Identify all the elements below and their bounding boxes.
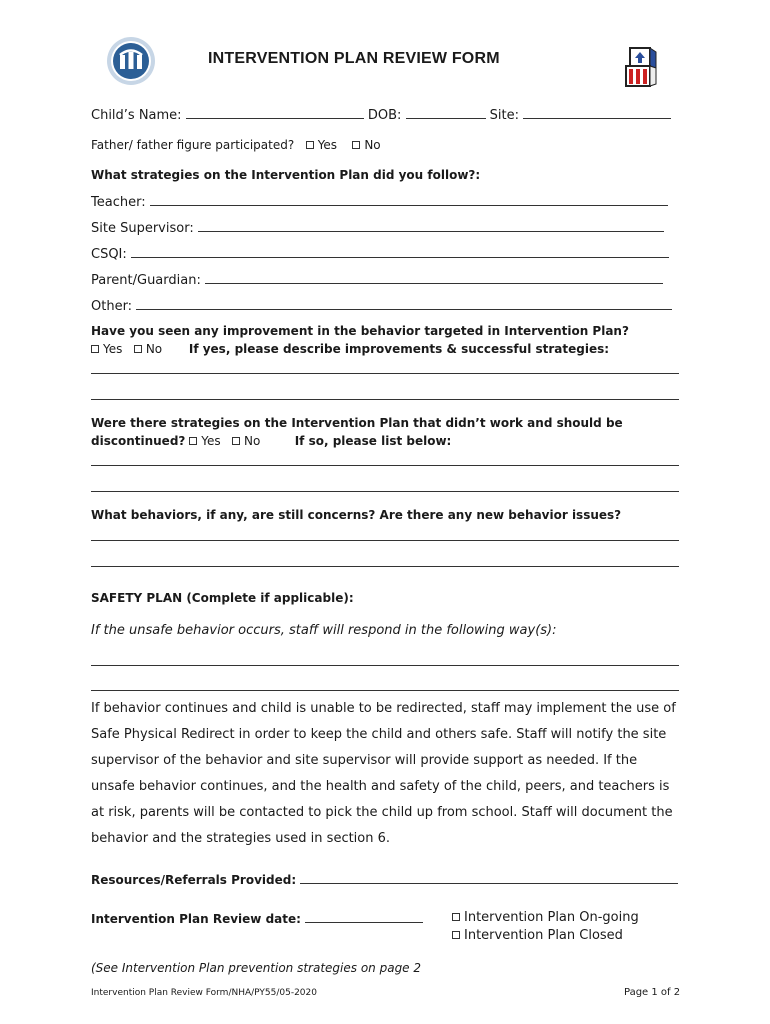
- child-name-field[interactable]: [186, 107, 364, 119]
- organization-seal-icon: [106, 36, 156, 86]
- safety-paragraph: If behavior continues and child is unable to be redirected, staff may implement the use of Safe Physical Redirect in order to keep the child and others safe. Staff will notify the site supervisor of the behavior and site supervisor will provide support as needed. If the unsafe behavior continues, and the health and safety of the child, peers, and teachers is at risk, parents will be contacted to pick the child up from school. Staff will document the behavior and the strategies used in section 6.: [91, 701, 676, 846]
- father-participated-row: [91, 138, 381, 152]
- page-title: INTERVENTION PLAN REVIEW FORM: [208, 50, 500, 67]
- site-supervisor-row: [91, 220, 664, 236]
- dob-label: DOB:: [367, 108, 402, 123]
- concerns-question: What behaviors, if any, are still concerns? Are there any new behavior issues?: [91, 508, 622, 522]
- parent-guardian-label: Parent/Guardian:: [91, 273, 201, 288]
- teacher-label: Teacher:: [91, 195, 146, 210]
- blocks-icon: [622, 46, 660, 88]
- improvement-answer-row: [91, 342, 609, 356]
- safety-line-1[interactable]: [91, 665, 679, 666]
- discontinued-line-2[interactable]: [91, 491, 679, 492]
- plan-closed-checkbox[interactable]: [452, 931, 460, 939]
- safety-line-2[interactable]: [91, 690, 679, 691]
- father-question: Father/ father figure participated?: [91, 138, 295, 152]
- discontinued-yes-label: Yes: [201, 434, 221, 448]
- father-yes-checkbox[interactable]: [306, 141, 314, 149]
- discontinued-yes-checkbox[interactable]: [189, 437, 197, 445]
- discontinued-answer-row: [91, 434, 451, 448]
- csqi-field[interactable]: [131, 246, 669, 258]
- other-label: Other:: [91, 299, 133, 314]
- plan-ongoing-row: [452, 910, 639, 925]
- site-supervisor-label: Site Supervisor:: [91, 221, 194, 236]
- parent-guardian-field[interactable]: [205, 272, 663, 284]
- discontinued-question-line2: discontinued?: [91, 434, 186, 448]
- safety-instruction: If the unsafe behavior occurs, staff will respond in the following way(s):: [91, 623, 557, 638]
- site-supervisor-field[interactable]: [198, 220, 664, 232]
- discontinued-followup: If so, please list below:: [294, 434, 452, 448]
- teacher-row: [91, 194, 668, 210]
- plan-ongoing-checkbox[interactable]: [452, 913, 460, 921]
- review-date-label: Intervention Plan Review date:: [91, 912, 301, 926]
- strategies-question: What strategies on the Intervention Plan did you follow?:: [91, 168, 481, 182]
- footer-page-number: Page 1 of 2: [624, 987, 681, 998]
- discontinued-no-checkbox[interactable]: [232, 437, 240, 445]
- teacher-field[interactable]: [150, 194, 668, 206]
- other-field[interactable]: [136, 298, 672, 310]
- site-field[interactable]: [523, 107, 671, 119]
- father-yes-label: Yes: [317, 138, 338, 152]
- child-name-label: Child’s Name:: [91, 108, 182, 123]
- discontinued-question-line1: Were there strategies on the Intervention Plan that didn’t work and should be: [91, 416, 623, 430]
- improvement-line-2[interactable]: [91, 399, 679, 400]
- csqi-label: CSQI:: [91, 247, 127, 262]
- plan-closed-row: [452, 928, 623, 943]
- csqi-row: [91, 246, 669, 262]
- safety-plan-heading: SAFETY PLAN (Complete if applicable):: [91, 591, 354, 605]
- improvement-followup: If yes, please describe improvements & successful strategies:: [188, 342, 610, 356]
- footer-form-id: Intervention Plan Review Form/NHA/PY55/05-2020: [91, 988, 317, 998]
- resources-label: Resources/Referrals Provided:: [91, 873, 297, 887]
- review-date-field[interactable]: [305, 911, 423, 923]
- improvement-line-1[interactable]: [91, 373, 679, 374]
- concerns-line-1[interactable]: [91, 540, 679, 541]
- discontinued-no-label: No: [244, 434, 261, 448]
- father-no-label: No: [364, 138, 381, 152]
- child-info-row: [91, 107, 671, 123]
- improvement-no-label: No: [145, 342, 163, 356]
- other-row: [91, 298, 672, 314]
- prevention-note: (See Intervention Plan prevention strategies on page 2: [91, 961, 422, 975]
- improvement-no-checkbox[interactable]: [134, 345, 142, 353]
- father-no-checkbox[interactable]: [352, 141, 360, 149]
- plan-closed-label: Intervention Plan Closed: [464, 928, 623, 943]
- improvement-question: Have you seen any improvement in the behavior targeted in Intervention Plan?: [91, 324, 629, 338]
- resources-row: [91, 872, 678, 887]
- site-label: Site:: [489, 108, 520, 123]
- improvement-yes-label: Yes: [103, 342, 123, 356]
- parent-guardian-row: [91, 272, 663, 288]
- improvement-yes-checkbox[interactable]: [91, 345, 99, 353]
- resources-field[interactable]: [300, 872, 678, 884]
- review-date-row: [91, 911, 423, 926]
- plan-ongoing-label: Intervention Plan On-going: [464, 910, 639, 925]
- dob-field[interactable]: [406, 107, 486, 119]
- concerns-line-2[interactable]: [91, 566, 679, 567]
- discontinued-line-1[interactable]: [91, 465, 679, 466]
